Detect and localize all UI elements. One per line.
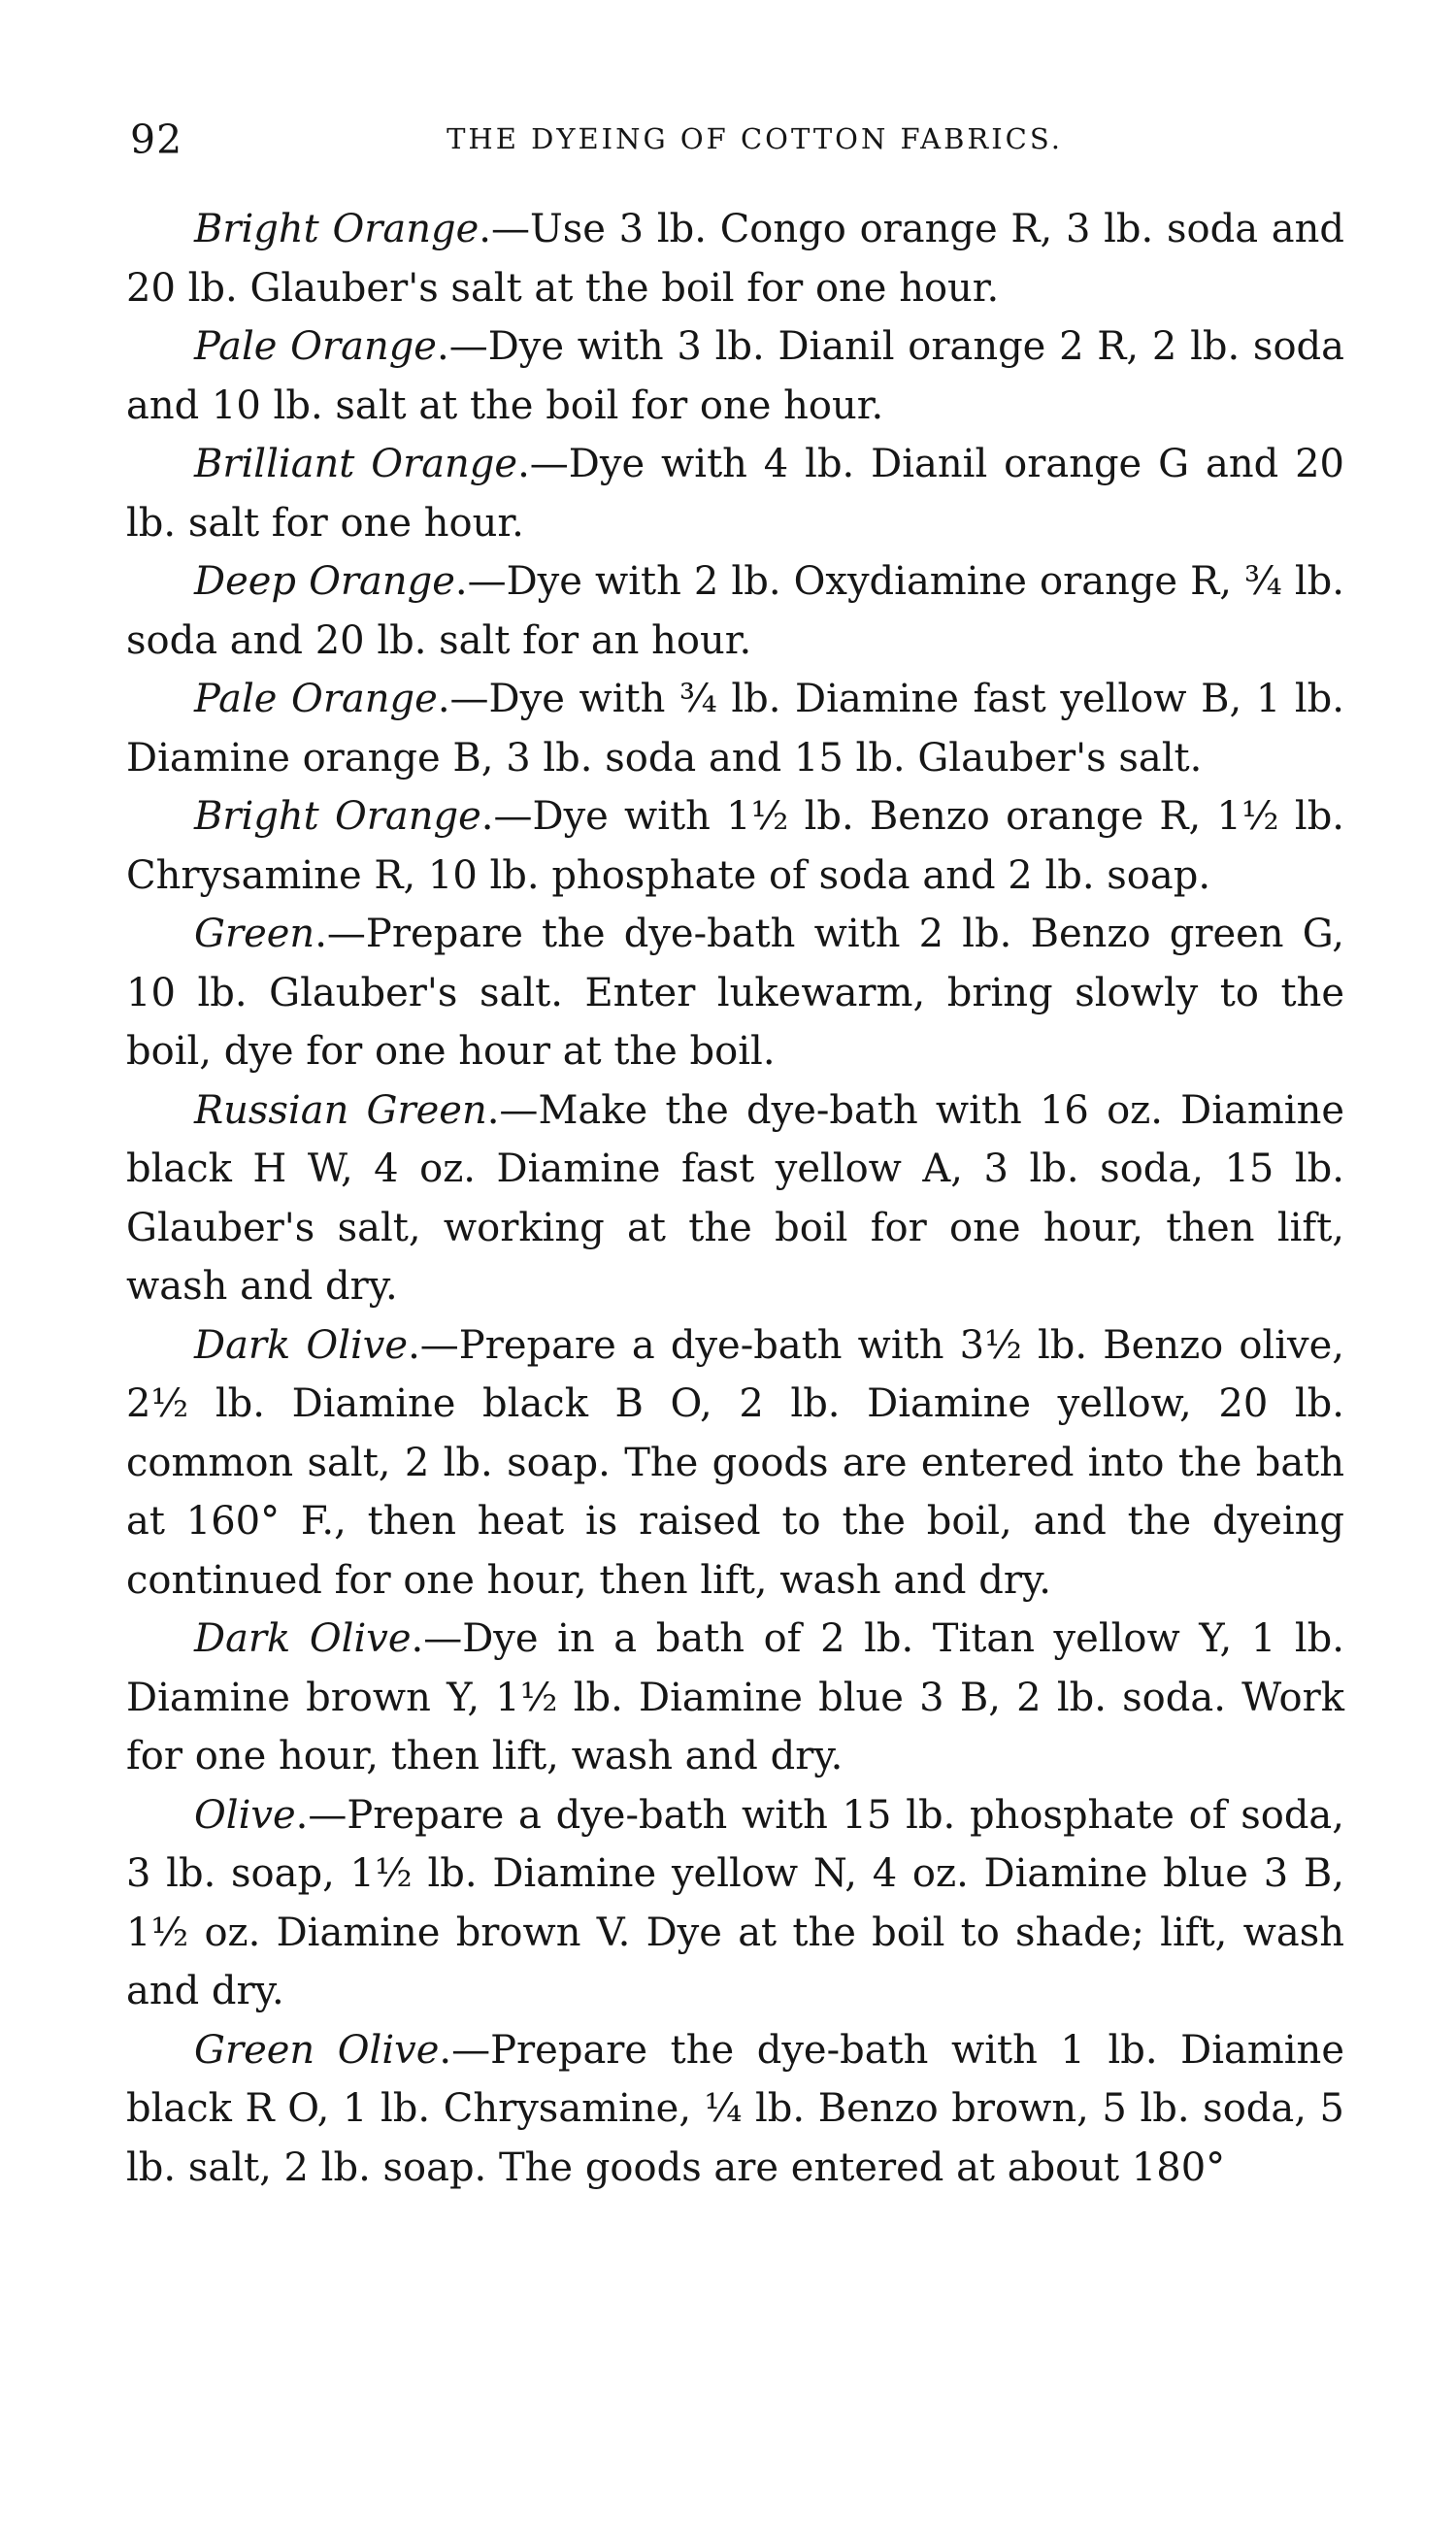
- recipe-text: Make the dye-bath with 16 oz. Diamine black H W, 4 oz. Diamine fast yellow A, 3 lb. soda, 15 lb. Glauber's salt, working at the boil for one hour, then lift, wash and dry.: [126, 1087, 1344, 1309]
- recipe-text: Dye with 3 lb. Dianil orange 2 R, 2 lb. soda and 10 lb. salt at the boil for one hour.: [126, 324, 1344, 428]
- recipe-text: Dye with 4 lb. Dianil orange G and 20 lb. salt for one hour.: [126, 442, 1344, 546]
- recipe-text: Dye with 1½ lb. Benzo orange R, 1½ lb. Chrysamine R, 10 lb. phosphate of soda and 2 lb. soap.: [126, 794, 1345, 898]
- recipe-paragraph: [126, 1786, 1344, 2021]
- recipe-text: Prepare a dye-bath with 15 lb. phosphate of soda, 3 lb. soap, 1½ lb. Diamine yellow N, 4 oz. Diamine blue 3 B, 1½ oz. Diamine brown V. Dye at the boil to shade; lift, wash and dry.: [126, 1792, 1344, 2013]
- recipe-title: Dark Olive .—: [194, 1616, 462, 1661]
- recipe-text: Use 3 lb. Congo orange R, 3 lb. soda and 20 lb. Glauber's salt at the boil for one hour.: [126, 207, 1345, 311]
- running-head: [126, 116, 1344, 175]
- recipe-paragraph: [126, 2021, 1344, 2198]
- book-page: [126, 116, 1344, 2197]
- recipe-list: [126, 200, 1344, 2197]
- recipe-paragraph: [126, 1316, 1344, 1611]
- recipe-title: Pale Orange .—: [194, 324, 488, 369]
- recipe-paragraph: [126, 670, 1344, 787]
- recipe-paragraph: [126, 317, 1344, 435]
- recipe-title: Bright Orange .—: [194, 207, 530, 251]
- recipe-title: Dark Olive .—: [194, 1323, 459, 1368]
- page-number: 92: [130, 116, 183, 163]
- recipe-title: Green .—: [194, 912, 366, 956]
- recipe-title: Deep Orange .—: [194, 559, 507, 604]
- recipe-paragraph: [126, 787, 1344, 905]
- recipe-text: Prepare the dye-bath with 1 lb. Diamine black R O, 1 lb. Chrysamine, ¼ lb. Benzo brown, 5 lb. soda, 5 lb. salt, 2 lb. soap. The goods are entered at about 180°: [126, 2027, 1344, 2190]
- recipe-paragraph: [126, 435, 1344, 552]
- recipe-text: Prepare the dye-bath with 2 lb. Benzo green G, 10 lb. Glauber's salt. Enter lukewarm, bring slowly to the boil, dye for one hour at the boil.: [126, 912, 1344, 1074]
- recipe-text: Dye with ¾ lb. Diamine fast yellow B, 1 lb. Diamine orange B, 3 lb. soda and 15 lb. Glauber's salt.: [126, 677, 1344, 781]
- recipe-paragraph: [126, 905, 1344, 1081]
- recipe-text: Dye with 2 lb. Oxydiamine orange R, ¾ lb. soda and 20 lb. salt for an hour.: [126, 559, 1344, 663]
- recipe-title: Brilliant Orange .—: [194, 442, 569, 486]
- recipe-paragraph: [126, 1610, 1344, 1786]
- recipe-title: Pale Orange .—: [194, 677, 489, 721]
- recipe-title: Russian Green .—: [194, 1088, 538, 1133]
- recipe-paragraph: [126, 552, 1344, 670]
- running-title: THE DYEING OF COTTON FABRICS.: [447, 122, 1063, 155]
- recipe-title: Olive .—: [194, 1793, 347, 1838]
- recipe-title: Green Olive .—: [194, 2028, 490, 2073]
- recipe-title: Bright Orange .—: [194, 794, 533, 839]
- recipe-text: Dye in a bath of 2 lb. Titan yellow Y, 1 lb. Diamine brown Y, 1½ lb. Diamine blue 3 B, 2 lb. soda. Work for one hour, then lift, wash and dry.: [126, 1616, 1345, 1778]
- recipe-text: Prepare a dye-bath with 3½ lb. Benzo olive, 2½ lb. Diamine black B O, 2 lb. Diamine yellow, 20 lb. common salt, 2 lb. soap. The goods are entered into the bath at 160° F., then heat is raised to the boil, and the dyeing continued for one hour, then lift, wash and dry.: [126, 1322, 1344, 1603]
- recipe-paragraph: [126, 1081, 1344, 1316]
- recipe-paragraph: [126, 200, 1344, 317]
